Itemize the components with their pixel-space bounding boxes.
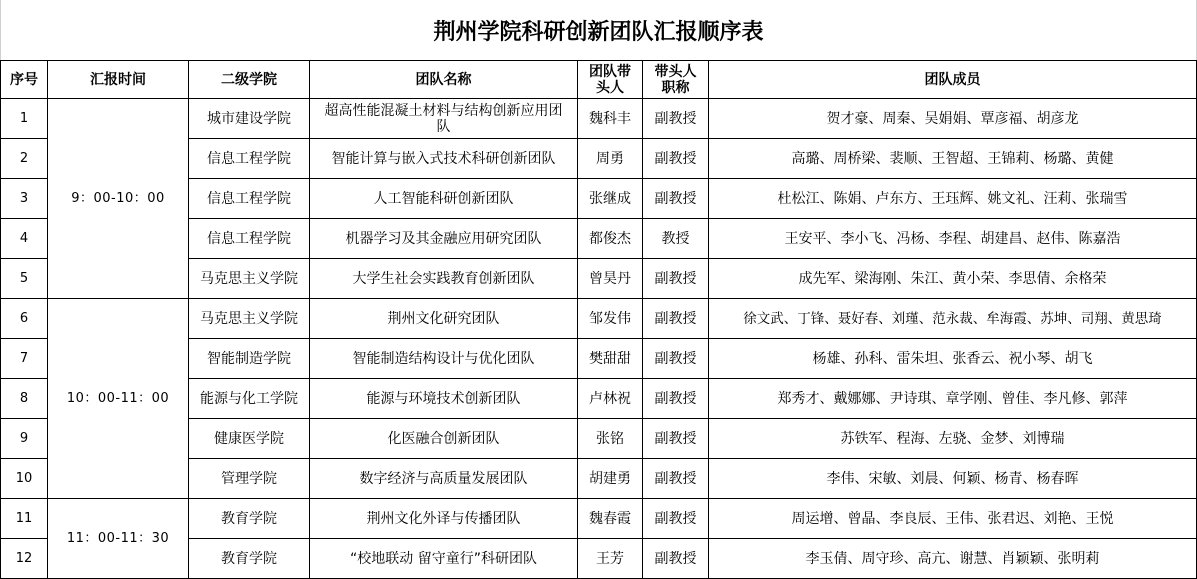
row-college: 能源与化工学院 (189, 379, 310, 419)
schedule-table (0, 60, 1197, 579)
row-team: 化医融合创新团队 (310, 419, 578, 459)
row-team: 人工智能科研创新团队 (310, 179, 578, 219)
row-college: 教育学院 (189, 499, 310, 539)
row-index: 8 (1, 379, 48, 419)
page-title: 荆州学院科研创新团队汇报顺序表 (0, 0, 1197, 61)
row-members: 郑秀才、戴娜娜、尹诗琪、章学刚、曾佳、李凡修、郭萍 (709, 379, 1197, 419)
row-college: 城市建设学院 (189, 99, 310, 139)
row-leader-title: 副教授 (643, 99, 709, 139)
row-college: 健康医学院 (189, 419, 310, 459)
row-members: 王安平、李小飞、冯杨、李程、胡建昌、赵伟、陈嘉浩 (709, 219, 1197, 259)
header-row (1, 61, 1197, 99)
row-leader-title: 副教授 (643, 499, 709, 539)
row-leader: 张继成 (578, 179, 643, 219)
row-index: 5 (1, 259, 48, 299)
header-members: 团队成员 (709, 61, 1197, 99)
row-members: 苏铁军、程海、左骁、金梦、刘博瑞 (709, 419, 1197, 459)
row-leader: 魏科丰 (578, 99, 643, 139)
time-slot: 9：00-10：00 (48, 99, 189, 299)
row-team: 机器学习及其金融应用研究团队 (310, 219, 578, 259)
row-college: 马克思主义学院 (189, 259, 310, 299)
row-team: 智能制造结构设计与优化团队 (310, 339, 578, 379)
row-index: 6 (1, 299, 48, 339)
table-row (1, 99, 1197, 139)
row-college: 信息工程学院 (189, 179, 310, 219)
row-index: 11 (1, 499, 48, 539)
row-team: 荆州文化研究团队 (310, 299, 578, 339)
row-leader: 都俊杰 (578, 219, 643, 259)
row-team: 大学生社会实践教育创新团队 (310, 259, 578, 299)
header-leader: 团队带头人 (578, 61, 643, 99)
row-members: 周运增、曾晶、李良辰、王伟、张君迟、刘艳、王悦 (709, 499, 1197, 539)
row-index: 3 (1, 179, 48, 219)
row-team: 超高性能混凝土材料与结构创新应用团队 (310, 99, 578, 139)
row-college: 信息工程学院 (189, 139, 310, 179)
row-leader-title: 教授 (643, 219, 709, 259)
row-leader-title: 副教授 (643, 459, 709, 499)
row-leader-title: 副教授 (643, 259, 709, 299)
time-slot: 11：00-11：30 (48, 499, 189, 579)
row-leader-title: 副教授 (643, 419, 709, 459)
row-index: 9 (1, 419, 48, 459)
row-leader: 周勇 (578, 139, 643, 179)
row-leader-title: 副教授 (643, 539, 709, 579)
row-leader: 曾昊丹 (578, 259, 643, 299)
row-team: 能源与环境技术创新团队 (310, 379, 578, 419)
row-members: 成先军、梁海刚、朱江、黄小荣、李思倩、余格荣 (709, 259, 1197, 299)
header-leader-title: 带头人职称 (643, 61, 709, 99)
header-index: 序号 (1, 61, 48, 99)
row-index: 2 (1, 139, 48, 179)
header-time: 汇报时间 (48, 61, 189, 99)
row-members: 贺才豪、周秦、吴娟娟、覃彦福、胡彦龙 (709, 99, 1197, 139)
row-members: 杨雄、孙科、雷朱坦、张香云、祝小琴、胡飞 (709, 339, 1197, 379)
row-leader-title: 副教授 (643, 339, 709, 379)
row-leader: 樊甜甜 (578, 339, 643, 379)
row-leader: 卢林祝 (578, 379, 643, 419)
row-members: 李伟、宋敏、刘晨、何颖、杨青、杨春晖 (709, 459, 1197, 499)
row-leader-title: 副教授 (643, 299, 709, 339)
row-college: 马克思主义学院 (189, 299, 310, 339)
row-index: 1 (1, 99, 48, 139)
row-index: 7 (1, 339, 48, 379)
header-college: 二级学院 (189, 61, 310, 99)
row-leader: 张铭 (578, 419, 643, 459)
row-college: 智能制造学院 (189, 339, 310, 379)
header-team: 团队名称 (310, 61, 578, 99)
row-leader: 邹发伟 (578, 299, 643, 339)
row-leader-title: 副教授 (643, 179, 709, 219)
row-leader-title: 副教授 (643, 139, 709, 179)
row-members: 高璐、周桥梁、裴顺、王智超、王锦莉、杨璐、黄健 (709, 139, 1197, 179)
row-college: 管理学院 (189, 459, 310, 499)
table-row (1, 299, 1197, 339)
row-members: 杜松江、陈娟、卢东方、王珏辉、姚文礼、汪莉、张瑞雪 (709, 179, 1197, 219)
row-college: 教育学院 (189, 539, 310, 579)
row-college: 信息工程学院 (189, 219, 310, 259)
row-index: 12 (1, 539, 48, 579)
row-team: 智能计算与嵌入式技术科研创新团队 (310, 139, 578, 179)
row-leader-title: 副教授 (643, 379, 709, 419)
row-leader: 王芳 (578, 539, 643, 579)
row-team: 荆州文化外译与传播团队 (310, 499, 578, 539)
row-leader: 魏春霞 (578, 499, 643, 539)
row-members: 李玉倩、周守珍、高亢、谢慧、肖颖颖、张明莉 (709, 539, 1197, 579)
table-row (1, 499, 1197, 539)
row-index: 10 (1, 459, 48, 499)
time-slot: 10：00-11：00 (48, 299, 189, 499)
row-team: 数字经济与高质量发展团队 (310, 459, 578, 499)
row-leader: 胡建勇 (578, 459, 643, 499)
row-team: “校地联动 留守童行”科研团队 (310, 539, 578, 579)
row-members: 徐文武、丁锋、聂好春、刘瑾、范永裁、牟海霞、苏坤、司翔、黄思琦 (709, 299, 1197, 339)
row-index: 4 (1, 219, 48, 259)
